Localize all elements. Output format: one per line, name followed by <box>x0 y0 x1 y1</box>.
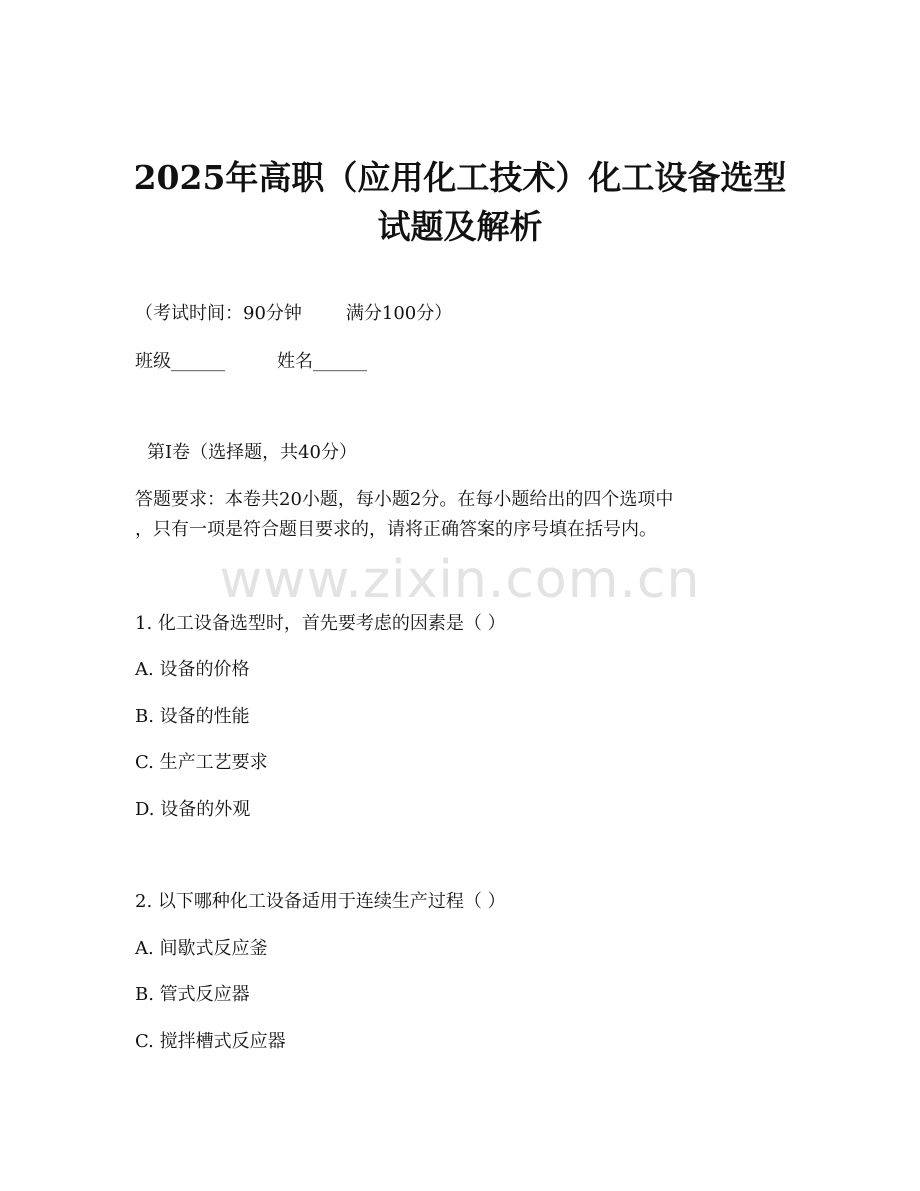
name-field-label: 姓名______ <box>277 351 367 372</box>
question-stem: 1. 化工设备选型时，首先要考虑的因素是（ ） <box>135 613 506 634</box>
question-stem: 2. 以下哪种化工设备适用于连续生产过程（ ） <box>135 891 506 912</box>
watermark: www.zixin.com.cn <box>219 550 701 610</box>
question-option: D. 设备的外观 <box>135 799 251 820</box>
student-fields <box>135 350 367 374</box>
instructions-line-2: ，只有一项是符合题目要求的，请将正确答案的序号填在括号内。 <box>135 519 657 540</box>
document-title-line-2: 试题及解析 <box>377 207 543 246</box>
class-field-label: 班级______ <box>135 351 225 372</box>
document-title-line-1: 2025年高职（应用化工技术）化工设备选型 <box>133 158 787 197</box>
question-option: B. 管式反应器 <box>135 984 250 1005</box>
instructions-line-1: 答题要求：本卷共20小题，每小题2分。在每小题给出的四个选项中 <box>135 489 674 510</box>
section-heading: 第I卷（选择题，共40分） <box>147 442 358 463</box>
question-option: A. 设备的价格 <box>135 659 250 680</box>
exam-score: 满分100分） <box>345 303 453 324</box>
exam-time: （考试时间：90分钟 <box>135 303 302 324</box>
question-option: C. 生产工艺要求 <box>135 752 268 773</box>
question-option: B. 设备的性能 <box>135 706 250 727</box>
exam-info <box>135 302 452 326</box>
question-option: A. 间歇式反应釜 <box>135 938 268 959</box>
question-option: C. 搅拌槽式反应器 <box>135 1031 286 1052</box>
